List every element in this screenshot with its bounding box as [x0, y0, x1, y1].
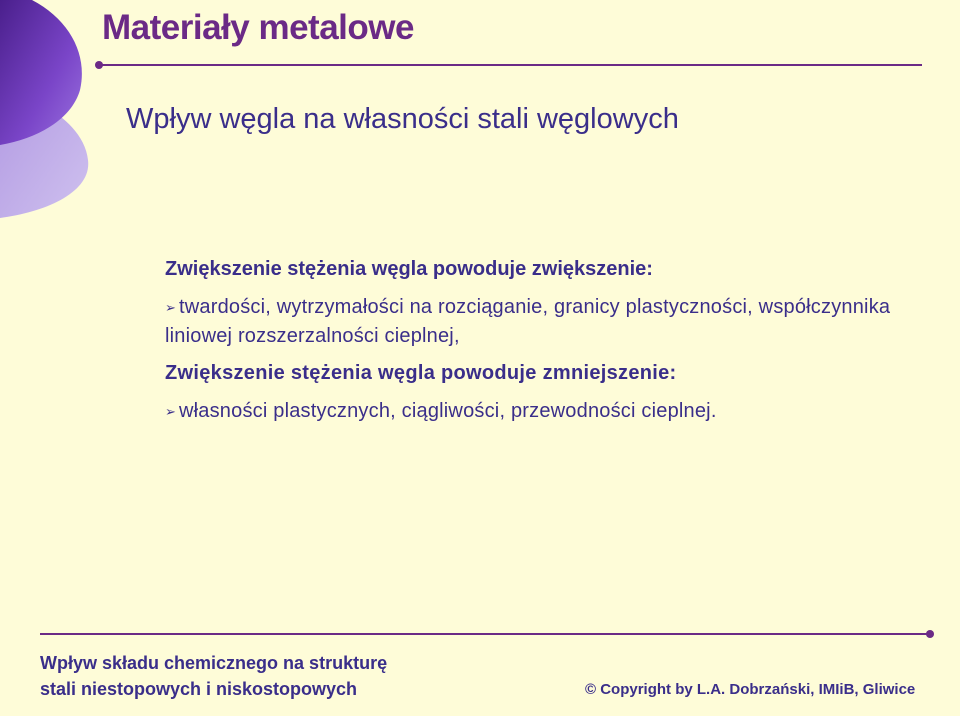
- footer-rule: [40, 633, 930, 635]
- section-1-heading: Zwiększenie stężenia węgla powoduje zwiększenie:: [165, 258, 653, 280]
- section-1-bullet: [165, 293, 925, 351]
- footer-topic-line-2: stali niestopowych i niskostopowych: [40, 679, 358, 699]
- corner-decoration: [0, 0, 100, 225]
- section-2-bullet: [165, 397, 925, 426]
- title-rule: [100, 64, 922, 66]
- slide-title: Materiały metalowe: [102, 8, 414, 47]
- section-1-bullet-text: twardości, wytrzymałości na rozciąganie, granicy plastyczności, współczynnika liniowej rozszerzalności cieplnej,: [165, 296, 891, 347]
- arrowhead-bullet-icon: ➢: [165, 300, 177, 315]
- footer-copyright: © Copyright by L.A. Dobrzański, IMIiB, Gliwice: [585, 681, 916, 698]
- footer-topic-line-1: Wpływ składu chemicznego na strukturę: [40, 653, 388, 673]
- footer-rule-dot: [926, 630, 934, 638]
- footer-topic: [40, 650, 387, 702]
- slide-content: [165, 255, 925, 426]
- slide-subtitle: Wpływ węgla na własności stali węglowych: [126, 103, 679, 135]
- arrowhead-bullet-icon: ➢: [165, 404, 177, 419]
- title-rule-dot: [95, 61, 103, 69]
- section-2-heading: Zwiększenie stężenia węgla powoduje zmniejszenie:: [165, 362, 677, 384]
- section-2-bullet-text: własności plastycznych, ciągliwości, przewodności cieplnej.: [179, 400, 717, 422]
